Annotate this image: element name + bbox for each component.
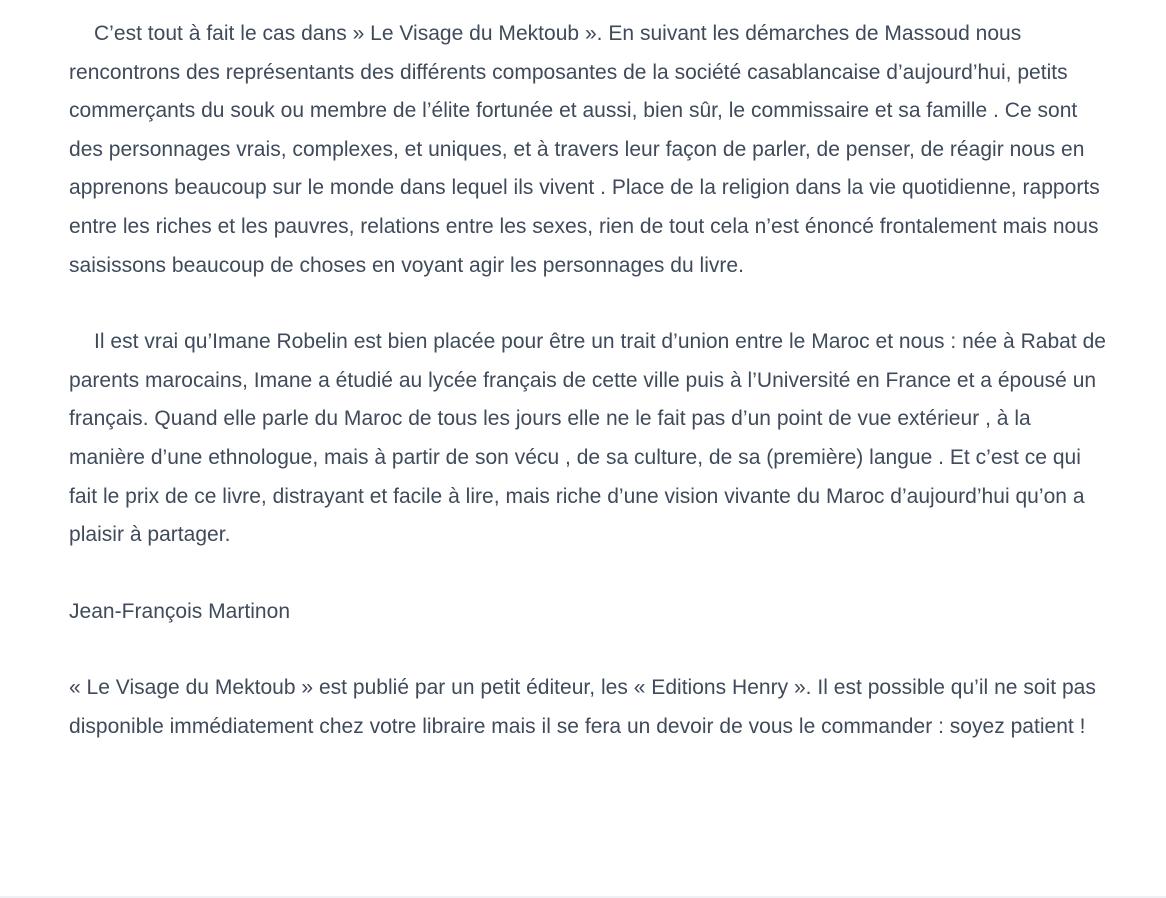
article-body <box>69 15 1109 785</box>
article-paragraph: Il est vrai qu’Imane Robelin est bien placée pour être un trait d’union entre le Maroc et nous : née à Rabat de parents marocains, Imane a étudié au lycée français de cette ville puis à l’Université en France et a épousé un français. Quand elle parle du Maroc de tous les jours elle ne le fait pas d’un point de vue extérieur , à la manière d’une ethnologue, mais à partir de son vécu , de sa culture, de sa (première) langue . Et c’est ce qui fait le prix de ce livre, distrayant et facile à lire, mais riche d’une vision vivante du Maroc d’aujourd’hui qu’on a plaisir à partager. <box>69 330 1106 547</box>
article-paragraph: C’est tout à fait le cas dans » Le Visage du Mektoub ». En suivant les démarches de Massoud nous rencontrons des représentants des différents composantes de la société casablancaise d’aujourd’hui, petits commerçants du souk ou membre de l’élite fortunée et aussi, bien sûr, le commissaire et sa famille . Ce sont des personnages vrais, complexes, et uniques, et à travers leur façon de parler, de penser, de réagir nous en apprenons beaucoup sur le monde dans lequel ils vivent . Place de la religion dans la vie quotidienne, rapports entre les riches et les pauvres, relations entre les sexes, rien de tout cela n’est énoncé frontalement mais nous saisissons beaucoup de choses en voyant agir les personnages du livre. <box>69 22 1100 277</box>
author-signature: Jean-François Martinon <box>69 599 291 623</box>
article-paragraph: « Le Visage du Mektoub » est publié par un petit éditeur, les « Editions Henry ». Il est possible qu’il ne soit pas disponible immédiatement chez votre libraire mais il se fera un devoir de vous le commander : soyez patient ! <box>69 676 1096 738</box>
